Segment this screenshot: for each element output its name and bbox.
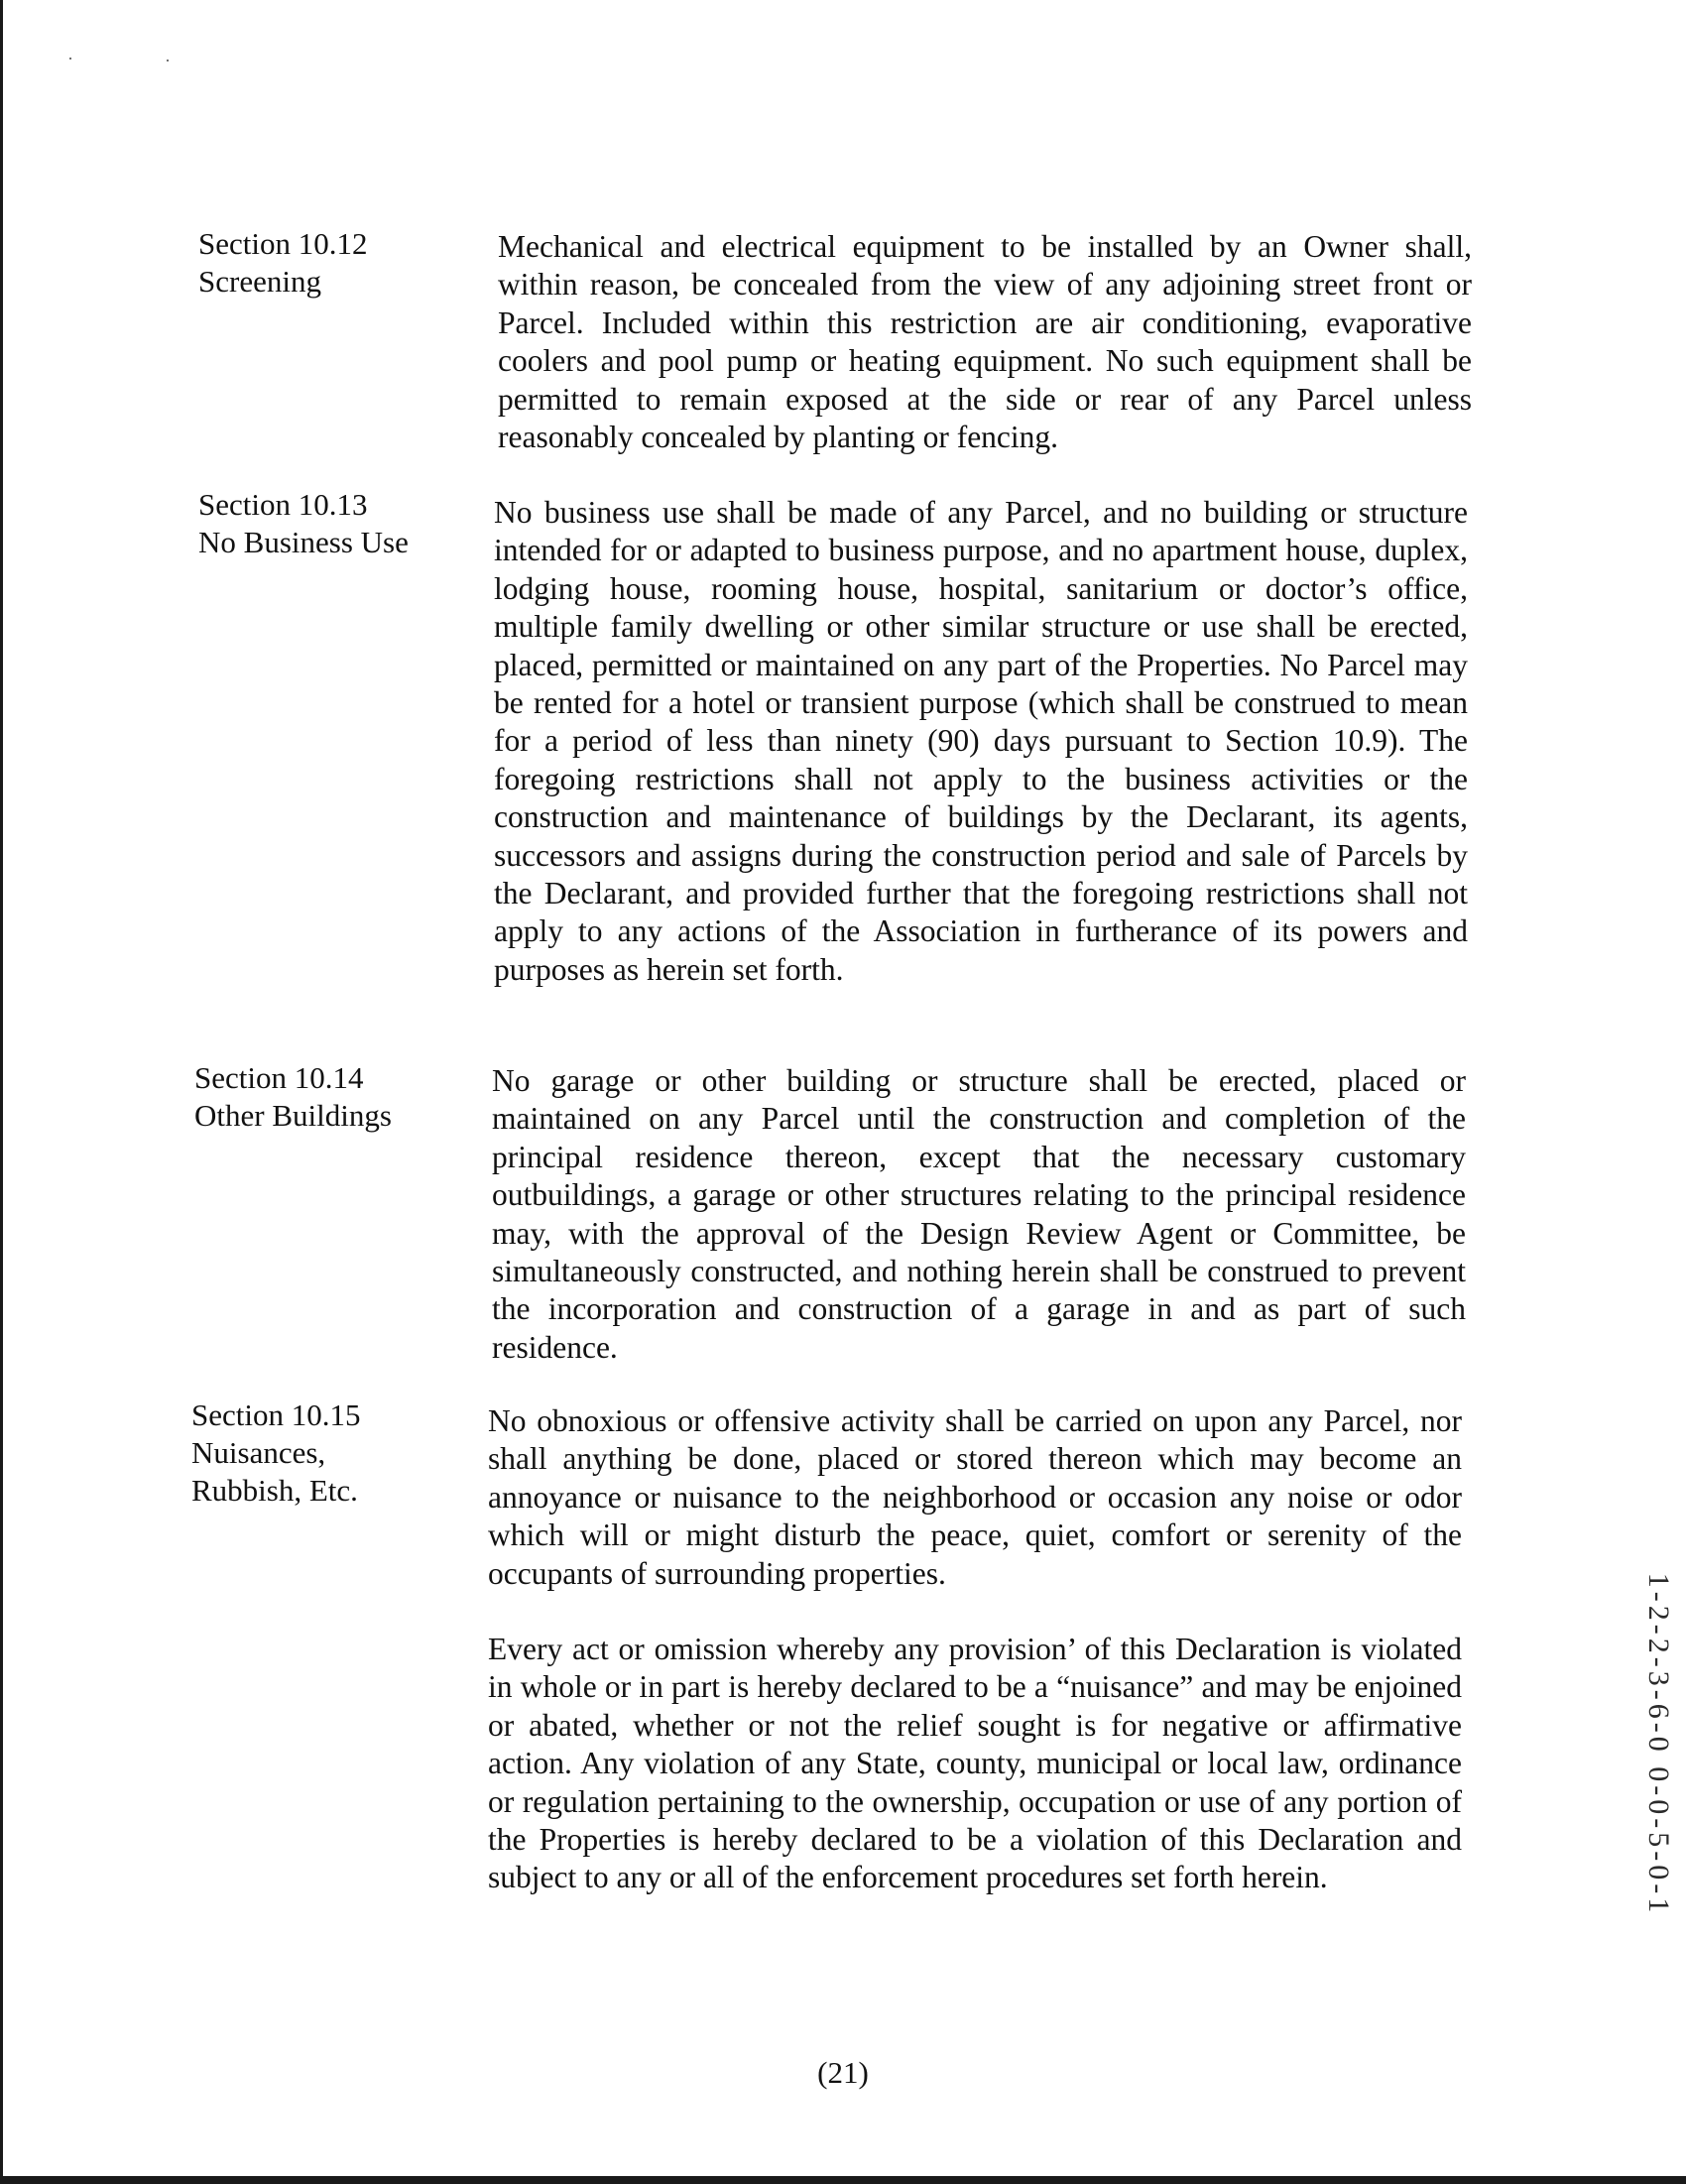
recording-stamp-text: 1-2-2-3-6-0 0-0-5-0-1	[1642, 1572, 1675, 1917]
section-title: Rubbish, Etc.	[191, 1473, 358, 1508]
section-heading	[198, 486, 456, 561]
section-body	[494, 494, 1468, 989]
paragraph: No business use shall be made of any Parcel, and no building or structure intended for or adapted to business purpose, and no apartment house, duplex, lodging house, rooming house, hospital, sanitarium or doctor’s office, multiple family dwelling or other similar structure or use shall be erected, placed, permitted or maintained on any part of the Properties. No Parcel may be rented for a hotel or transient purpose (which shall be construed to mean for a period of less than ninety (90) days pursuant to Section 10.9). The foregoing restrictions shall not apply to the business activities or the construction and maintenance of buildings by the Declarant, its agents, successors and assigns during the construction period and sale of Parcels by the Declarant, and provided further that the foregoing restrictions shall not apply to any actions of the Association in furtherance of its powers and purposes as herein set forth.	[494, 495, 1468, 987]
paragraph: No garage or other building or structure shall be erected, placed or maintained on any Parcel until the construction and completion of the principal residence thereon, except that the necessary customary outbuildings, a garage or other structures relating to the principal residence may, with the approval of the Design Review Agent or Committee, be simultaneously constructed, and nothing herein shall be construed to prevent the incorporation and construction of a garage in and as part of such residence.	[492, 1063, 1466, 1365]
paragraph: Every act or omission whereby any provision’ of this Declaration is violated in whole or in part is hereby declared to be a “nuisance” and may be enjoined or abated, whether or not the relief sought is for negative or affirmative action. Any violation of any State, county, municipal or local law, ordinance or regulation pertaining to the ownership, occupation or use of any portion of the Properties is hereby declared to be a violation of this Declaration and subject to any or all of the enforcement procedures set forth herein.	[488, 1632, 1462, 1895]
section-title: Screening	[198, 264, 321, 299]
section-body	[488, 1402, 1462, 1897]
page-number: (21)	[817, 2055, 869, 2090]
section-body	[492, 1062, 1466, 1367]
section-number: Section 10.13	[198, 487, 368, 522]
section-heading	[191, 1396, 449, 1510]
scan-left-border	[0, 0, 3, 2184]
scan-speck	[69, 58, 71, 60]
paragraph: Mechanical and electrical equipment to be installed by an Owner shall, within reason, be concealed from the view of any adjoining street front or Parcel. Included within this restriction are air conditioning, evaporative coolers and pool pump or heating equipment. No such equipment shall be permitted to remain exposed at the side or rear of any Parcel unless reasonably concealed by planting or fencing.	[498, 229, 1472, 455]
section-heading	[194, 1059, 452, 1135]
section-title: Other Buildings	[194, 1098, 392, 1133]
section-number: Section 10.14	[194, 1060, 364, 1095]
section-title: No Business Use	[198, 525, 409, 559]
section-number: Section 10.12	[198, 226, 368, 261]
section-number: Section 10.15	[191, 1397, 361, 1432]
section-heading	[198, 225, 456, 301]
section-title: Nuisances,	[191, 1435, 326, 1470]
recording-stamp	[1638, 1572, 1678, 1917]
section-body	[498, 228, 1472, 456]
scan-speck	[167, 60, 169, 61]
paragraph: No obnoxious or offensive activity shall be carried on upon any Parcel, nor shall anything be done, placed or stored thereon which may become an annoyance or nuisance to the neighborhood or occasion any noise or odor which will or might disturb the peace, quiet, comfort or serenity of the occupants of surrounding properties.	[488, 1403, 1462, 1591]
scan-bottom-border	[0, 2176, 1686, 2184]
